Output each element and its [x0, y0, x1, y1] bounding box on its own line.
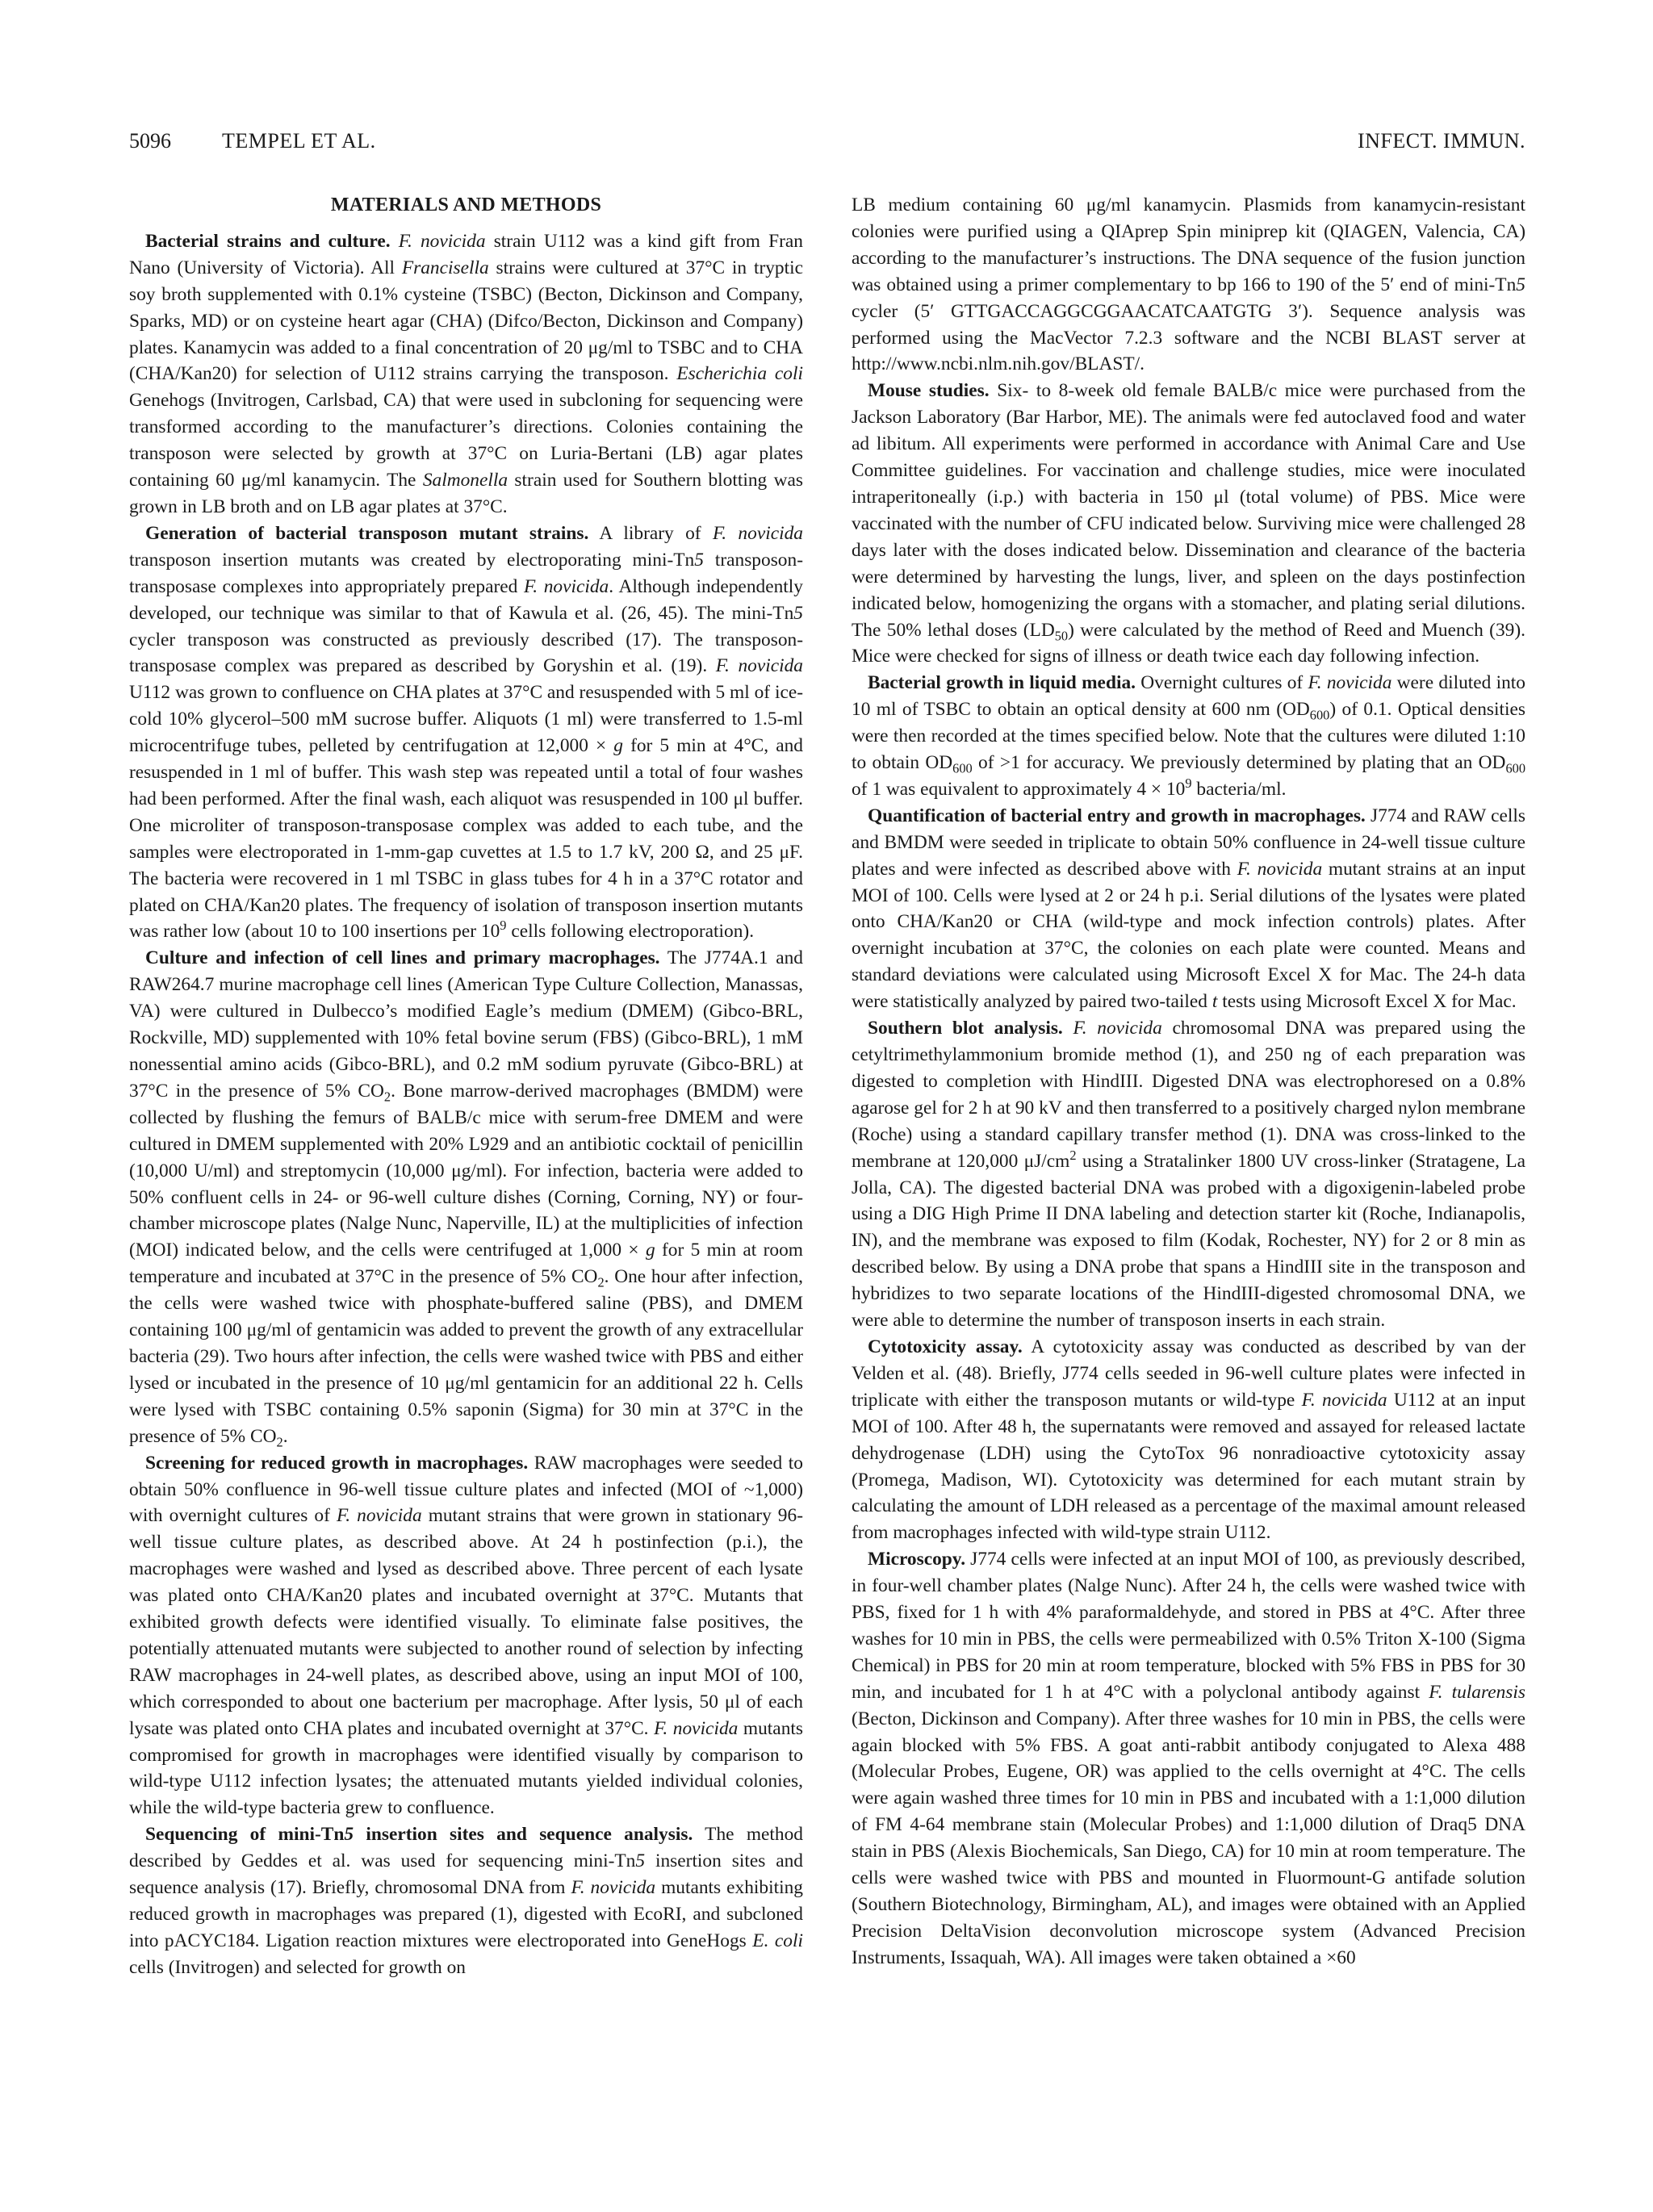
paragraph-screening — [129, 1450, 803, 1822]
text-run: 2 — [597, 1274, 605, 1290]
paragraph-heading: Culture and infection of cell lines and primary macrophages. — [145, 947, 660, 969]
running-header — [129, 125, 1525, 157]
text-run: 5 — [1516, 274, 1525, 295]
paragraph-heading: Bacterial growth in liquid media. — [868, 672, 1136, 694]
text-run: Overnight cultures of — [1136, 672, 1308, 694]
paragraph-heading: Generation of bacterial transposon mutant strains. — [145, 522, 589, 544]
text-run: (Becton, Dickinson and Company). After three washes for 10 min in PBS, the cells were again blocked with 5% FBS. A goat anti-rabbit antibody conjugated to Alexa 488 (Molecular Probes, Eugene, OR) was applied to the cells overnight at 4°C. The cells were again washed three times for 10 min in PBS and incubated with a 1:1,000 dilution of FM 4-64 membrane stain (Molecular Probes) and 1:1,000 dilution of Draq5 DNA stain in PBS (Alexis Biochemicals, San Diego, CA) for 10 min at room temperature. The cells were washed twice with PBS and mounted in Fluormount-G antifade solution (Southern Biotechnology, Birmingham, AL), and images were obtained with an Applied Precision DeltaVision deconvolution microscope system (Advanced Precision Instruments, Issaquah, WA). All images were taken obtained a ×60 — [852, 1708, 1525, 1968]
text-run — [391, 231, 399, 252]
left-column — [129, 192, 803, 1981]
text-run: U112 at an input MOI of 100. After 48 h, the supernatants were removed and assayed for released lactate dehydrogenase (LDH) using the CytoTox 96 nonradioactive cytotoxicity assay (Promega, Madison, WI). Cytotoxicity was determined for each mutant strain by calculating the amount of LDH released as a percentage of the maximal amount released from macrophages infected with wild-type strain U112. — [852, 1389, 1526, 1544]
text-run: 2 — [276, 1434, 283, 1450]
text-run: . — [282, 1425, 288, 1447]
paragraph-heading: Sequencing of mini-Tn — [145, 1824, 345, 1846]
paragraph-heading: Screening for reduced growth in macrophages. — [145, 1452, 529, 1474]
text-run: transposon-transposase complexes into appropriately prepared — [129, 549, 803, 597]
text-run: F. novicida — [654, 1717, 739, 1739]
paragraph-cytotoxicity — [852, 1334, 1525, 1546]
text-run: cells (Invitrogen) and selected for growth on — [129, 1956, 466, 1978]
text-run: 9 — [500, 918, 507, 934]
paragraph-macrophage-entry — [852, 803, 1525, 1015]
paragraph-heading: Mouse studies. — [868, 380, 990, 402]
paragraph-transposon-mutants — [129, 521, 803, 946]
text-run: insertion sites and sequence analysis (17). Briefly, chromosomal DNA from — [129, 1850, 803, 1899]
text-run: A cytotoxicity assay was conducted as described by van der Velden et al. (48). Briefly, J774 cells seeded in 96-well culture plates were infected in triplicate with either the transposon mutants or wild-type — [852, 1336, 1526, 1411]
text-run: of >1 for accuracy. We previously determined by plating that an OD — [972, 752, 1506, 774]
text-run: J774 and RAW cells and BMDM were seeded in triplicate to obtain 50% confluence in 24-well tissue culture plates and were infected as described above with — [852, 805, 1525, 880]
text-run: 2 — [1069, 1147, 1077, 1163]
text-run: F. novicida — [712, 522, 803, 544]
text-run: . One hour after infection, the cells were washed twice with phosphate-buffered saline (PBS), and DMEM containing 100 μg/ml of gentamicin was added to prevent the growth of any extracellular bacteria (29). Two hours after infection, the cells were washed twice with PBS and either lysed or incubated in the presence of 10 μg/ml gentamicin for an additional 22 h. Cells were lysed with TSBC containing 0.5% saponin (Sigma) for 30 min at 37°C in the presence of 5% CO — [129, 1266, 803, 1447]
paragraph-heading: insertion sites and sequence analysis. — [354, 1824, 693, 1846]
text-run: 50 — [1054, 628, 1069, 644]
text-run: Six- to 8-week old female BALB/c mice were purchased from the Jackson Laboratory (Bar Harbor, ME). The animals were fed autoclaved food and water ad libitum. All experiments were performed in accordance with Animal Care and Use Committee guidelines. For vaccination and challenge studies, mice were inoculated intraperitoneally (i.p.) with bacteria in 150 μl (total volume) of PBS. Mice were vaccinated with the number of CFU indicated below. Surviving mice were challenged 28 days later with the doses indicated below. Dissemination and clearance of the bacteria were determined by harvesting the lungs, liver, and spleen on the days postinfection indicated below, homogenizing the organs with a stomacher, and plating serial dilutions. The 50% lethal doses (LD — [852, 380, 1525, 641]
text-run: mutant strains at an input MOI of 100. Cells were lysed at 2 or 24 h p.i. Serial dilutions of the lysates were plated onto CHA/Kan20 or CHA (wild-type and mock infection controls) plates. After overnight incubation at 37°C, the colonies on each plate were counted. Means and standard deviations were calculated using Microsoft Excel X for Mac. The 24-h data were statistically analyzed by paired two-tailed — [852, 858, 1526, 1013]
text-run: 5 — [344, 1824, 354, 1846]
text-run: . Although independently developed, our technique was similar to that of Kawula et al. (26, 45). The mini-Tn — [129, 575, 803, 624]
paragraph-bacterial-strains — [129, 228, 803, 521]
text-run: transposon insertion mutants was created by electroporating mini-Tn — [129, 549, 695, 571]
text-run: F. novicida — [715, 655, 803, 677]
paragraph-heading: Quantification of bacterial entry and growth in macrophages. — [868, 805, 1366, 826]
text-run: U112 was grown to confluence on CHA plates at 37°C and resuspended with 5 ml of ice-cold 10% glycerol–500 mM sucrose buffer. Aliquots (1 ml) were transferred to 1.5-ml microcentrifuge tubes, pelleted by centrifugation at 12,000 × — [129, 682, 803, 757]
text-run: strain used for Southern blotting was grown in LB broth and on LB agar plates at 37°C. — [129, 470, 803, 517]
text-run: F. novicida — [1237, 858, 1323, 880]
text-run: cells following electroporation). — [506, 921, 755, 943]
right-column — [852, 192, 1525, 1972]
text-run: F. novicida — [1308, 672, 1392, 694]
running-authors: TEMPEL ET AL. — [222, 129, 376, 153]
text-run: 5 — [793, 602, 803, 624]
text-run: F. tularensis — [1429, 1681, 1526, 1703]
paragraph-heading: Bacterial strains and culture. — [145, 230, 391, 252]
text-run: 600 — [1505, 760, 1525, 776]
text-run: for 5 min at 4°C, and resuspended in 1 ml of buffer. This wash step was repeated until a total of four washes had been performed. After the final wash, each aliquot was resuspended in 100 μl buffer. One microliter of transposon-transposase complex was added to each tube, and the samples were electroporated in 1-mm-gap cuvettes at 1.5 to 1.7 kV, 200 Ω, and 25 μF. The bacteria were recovered in 1 ml TSBC in glass tubes for 4 h in a 37°C rotator and plated on CHA/Kan20 plates. The frequency of isolation of transposon insertion mutants was rather low (about 10 to 100 insertions per 10 — [129, 735, 803, 943]
text-run: mutant strains that were grown in stationary 96-well tissue culture plates, as described above. At 24 h postinfection (p.i.), the macrophages were washed and lysed as described above. Three percent of each lysate was plated onto CHA/Kan20 plates and incubated overnight at 37°C. Mutants that exhibited growth defects were identified visually. To eliminate false positives, the potentially attenuated mutants were subjected to another round of selection by infecting RAW macrophages in 24-well plates, as described above, using an input MOI of 100, which corresponded to about one bacterium per macrophage. After lysis, 50 μl of each lysate was plated onto CHA plates and incubated overnight at 37°C. — [129, 1505, 803, 1739]
text-run: F. novicida — [336, 1505, 422, 1527]
text-run: LB medium containing 60 μg/ml kanamycin. Plasmids from kanamycin-resistant colonies were purified using a QIAprep Spin miniprep kit (QIAGEN, Valencia, CA) according to the manufacturer’s instructions. The DNA sequence of the fusion junction was obtained using a primer complementary to bp 166 to 190 of the 5′ end of mini-Tn — [852, 194, 1525, 295]
text-run: 600 — [1309, 707, 1330, 723]
text-run: t — [1212, 991, 1218, 1013]
text-run: cycler transposon was constructed as previously described (17). The transposon-transposase complex was prepared as described by Goryshin et al. (19). — [129, 629, 803, 677]
paragraph-southern-blot — [852, 1015, 1525, 1334]
paragraph-heading: Cytotoxicity assay. — [868, 1336, 1023, 1357]
section-title: MATERIALS AND METHODS — [330, 194, 602, 215]
text-run: A library of — [588, 522, 713, 544]
text-run: F. novicida — [398, 230, 486, 252]
text-run: . Bone marrow-derived macrophages (BMDM) were collected by flushing the femurs of BALB/c mice with serum-free DMEM and were cultured in DMEM supplemented with 20% L929 and an antibiotic cocktail of penicillin (10,000 U/ml) and streptomycin (10,000 μg/ml). For infection, bacteria were added to 50% confluent cells in 24- or 96-well culture dishes (Corning, Corning, NY) or four-chamber microscope plates (Nalge Nunc, Naperville, IL) at the multiplicities of infection (MOI) indicated below, and the cells were centrifuged at 1,000 × — [129, 1080, 804, 1261]
text-run: mutants compromised for growth in macrophages were identified visually by comparison to wild-type U112 infection lysates; the attenuated mutants yielded individual colonies, while the wild-type bacteria grew to confluence. — [129, 1717, 803, 1819]
text-run: F. novicida — [1301, 1389, 1387, 1411]
paragraph-cell-culture — [129, 945, 803, 1449]
text-run: Francisella — [401, 257, 489, 278]
text-run: F. novicida — [571, 1877, 656, 1899]
text-run: g — [613, 735, 623, 757]
text-run: chromosomal DNA was prepared using the cetyltrimethylammonium bromide method (1), and 250 ng of each preparation was digested to completion with HindIII. Digested DNA was electrophoresed on a 0.8% agarose gel for 2 h at 90 kV and then transferred to a positively charged nylon membrane (Roche) using a standard capillary transfer method (1). DNA was cross-linked to the membrane at 120,000 μJ/cm — [852, 1018, 1526, 1172]
paragraph-mouse-studies — [852, 378, 1525, 670]
text-run: Escherichia coli — [676, 363, 803, 385]
text-run: The method described by Geddes et al. was used for sequencing mini-Tn — [129, 1824, 803, 1872]
text-run: g — [645, 1240, 655, 1261]
text-run: were diluted into 10 ml of TSBC to obtain an optical density at 600 nm (OD — [852, 672, 1525, 721]
text-run: cycler (5′ GTTGACCAGGCGGAACATCAATGTG 3′). Sequence analysis was performed using the MacVector 7.2.3 software and the NCBI BLAST server at http://www.ncbi.nlm.nih.gov/BLAST/. — [852, 300, 1525, 375]
text-run: for 5 min at room temperature and incubated at 37°C in the presence of 5% CO — [129, 1240, 803, 1288]
text-run: of 1 was equivalent to approximately 4 × 10 — [852, 778, 1186, 800]
paragraph-microscopy — [852, 1546, 1525, 1972]
paragraph-heading: Microscopy. — [868, 1549, 966, 1570]
text-run: 5 — [635, 1850, 646, 1872]
text-run: bacteria/ml. — [1191, 778, 1287, 800]
text-run: using a Stratalinker 1800 UV cross-linker (Stratagene, La Jolla, CA). The digested bacterial DNA was probed with a digoxigenin-labeled probe using a DIG High Prime II DNA labeling and detection starter kit (Roche, Indianapolis, IN), and the membrane was exposed to film (Kodak, Rochester, NY) for 2 or 8 min as described below. By using a DNA probe that spans a HindIII site in the transposon and hybridizes to two separate locations of the HindIII-digested chromosomal DNA, we were able to determine the number of transposon inserts in each strain. — [852, 1150, 1525, 1332]
text-run: mutants exhibiting reduced growth in macrophages was prepared (1), digested with EcoRI, and subcloned into pACYC184. Ligation reaction mixtures were electroporated into GeneHogs — [129, 1877, 803, 1951]
text-run: The J774A.1 and RAW264.7 murine macrophage cell lines (American Type Culture Collection, Manassas, VA) were cultured in Dulbecco’s modified Eagle’s medium (DMEM) (Gibco-BRL, Rockville, MD) supplemented with 10% fetal bovine serum (FBS) (Gibco-BRL), 1 mM nonessential amino acids (Gibco-BRL), and 0.2 mM sodium pyruvate (Gibco-BRL) at 37°C in the presence of 5% CO — [129, 947, 803, 1102]
page-number: 5096 — [129, 129, 171, 153]
paragraph-heading: Southern blot analysis. — [868, 1018, 1063, 1039]
text-run: 9 — [1185, 776, 1192, 792]
text-run: F. novicida — [523, 575, 609, 597]
text-run: ) were calculated by the method of Reed and Muench (39). Mice were checked for signs of illness or death twice each day following infection. — [852, 619, 1525, 667]
paragraph-sequencing — [129, 1821, 803, 1980]
paragraph-liquid-growth — [852, 670, 1525, 803]
text-run: Genehogs (Invitrogen, Carlsbad, CA) that were used in subcloning for sequencing were transformed according to the manufacturer’s directions. Colonies containing the transposon were selected by growth at 37°C on Luria-Bertani (LB) agar plates containing 60 μg/ml kanamycin. The — [129, 390, 803, 491]
text-run: strains were cultured at 37°C in tryptic soy broth supplemented with 0.1% cysteine (TSBC) (Becton, Dickinson and Company, Sparks, MD) or on cysteine heart agar (CHA) (Difco/Becton, Dickinson and Company) plates. Kanamycin was added to a final concentration of 20 μg/ml to TSBC and to CHA (CHA/Kan20) for selection of U112 strains carrying the transposon. — [129, 257, 803, 385]
text-run — [1063, 1018, 1073, 1039]
text-run: 2 — [383, 1089, 391, 1105]
text-run: F. novicida — [1073, 1018, 1162, 1039]
text-run: E. coli — [752, 1930, 803, 1951]
text-run: 600 — [952, 760, 973, 776]
text-run: ) of 0.1. Optical densities were then recorded at the times specified below. Note that the cultures were diluted 1:10 to obtain OD — [852, 699, 1525, 774]
text-run: 5 — [694, 549, 704, 571]
text-run: strain U112 was a kind gift from Fran Nano (University of Victoria). All — [129, 230, 804, 278]
paragraph-sequencing-continued — [852, 192, 1525, 378]
journal-name: INFECT. IMMUN. — [1357, 129, 1525, 153]
text-run: tests using Microsoft Excel X for Mac. — [1217, 991, 1517, 1013]
text-run: Salmonella — [422, 470, 508, 491]
text-run: J774 cells were infected at an input MOI of 100, as previously described, in four-well chamber plates (Nalge Nunc). After 24 h, the cells were washed twice with PBS, fixed for 1 h with 4% paraformaldehyde, and stored in PBS at 4°C. After three washes for 10 min in PBS, the cells were permeabilized with 0.5% Triton X-100 (Sigma Chemical) in PBS for 20 min at room temperature, blocked with 5% FBS in PBS for 30 min, and incubated for 1 h at 4°C with a polyclonal antibody against — [852, 1549, 1525, 1703]
text-run: RAW macrophages were seeded to obtain 50% confluence in 96-well tissue culture plates and infected (MOI of ~1,000) with overnight cultures of — [129, 1452, 803, 1527]
